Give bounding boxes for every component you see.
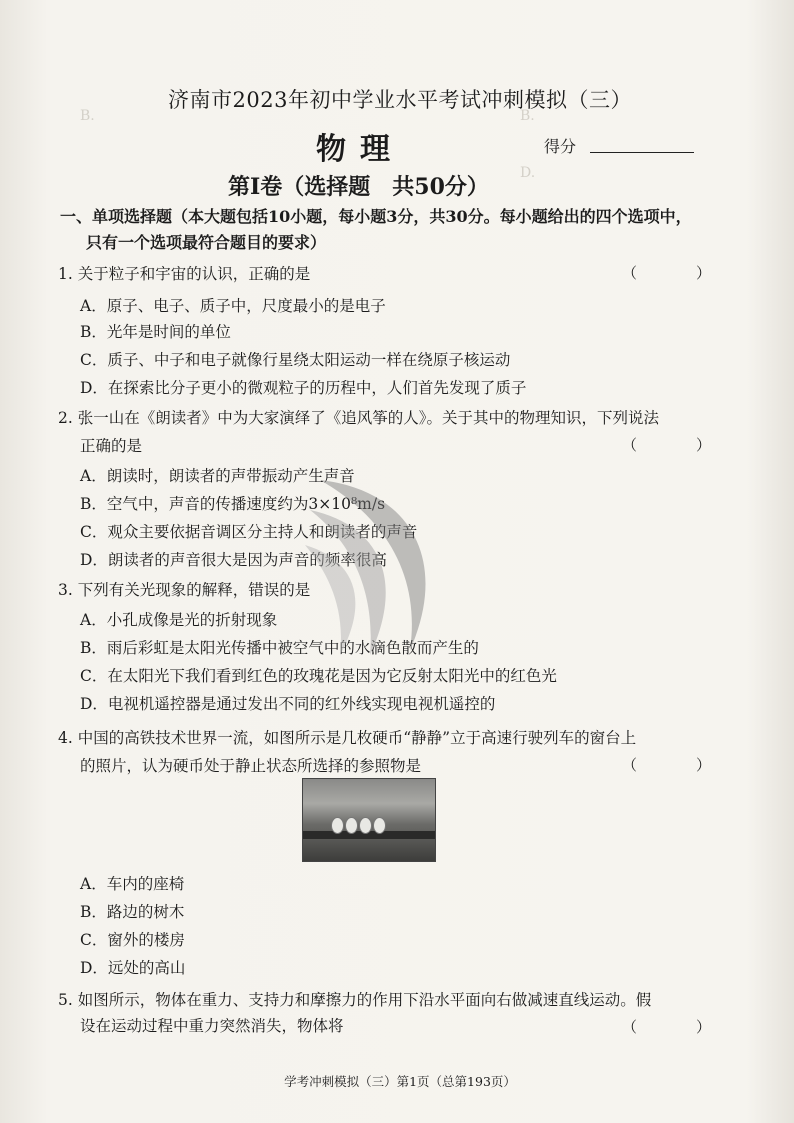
- option-b: B．空气中，声音的传播速度约为3×10⁸m/s: [80, 495, 386, 513]
- option-d: D．在探索比分子更小的微观粒子的历程中，人们首先发现了质子: [80, 379, 527, 397]
- section-heading: 一、单项选择题（本大题包括10小题，每小题3分，共30分。每小题给出的四个选项中，: [60, 207, 692, 226]
- answer-paren: （ ）: [622, 436, 734, 454]
- question-stem-cont: 设在运动过程中重力突然消失，物体将: [80, 1017, 344, 1035]
- option-c: C．在太阳光下我们看到红色的玫瑰花是因为它反射太阳光中的红色光: [80, 667, 557, 685]
- question-stem: 3. 下列有关光现象的解释，错误的是: [58, 581, 311, 599]
- section-heading-cont: 只有一个选项最符合题目的要求）: [86, 233, 327, 252]
- page-footer: 学考冲刺模拟（三）第1页（总第193页）: [284, 1074, 516, 1089]
- option-d: D．朗读者的声音很大是因为声音的频率很高: [80, 551, 387, 569]
- question-stem-cont: 正确的是: [80, 437, 143, 455]
- option-d: D．电视机遥控器是通过发出不同的红外线实现电视机遥控的: [80, 695, 496, 713]
- question-stem: 5. 如图所示，物体在重力、支持力和摩擦力的作用下沿水平面向右做减速直线运动。假: [58, 991, 652, 1009]
- subject-title: 物理: [316, 132, 404, 167]
- option-d: D．远处的高山: [80, 959, 186, 977]
- score-blank: [590, 152, 694, 153]
- option-a: A．小孔成像是光的折射现象: [80, 611, 278, 629]
- option-a: A．车内的座椅: [80, 875, 185, 893]
- question-stem-cont: 的照片，认为硬币处于静止状态所选择的参照物是: [80, 757, 422, 775]
- option-b: B．光年是时间的单位: [80, 323, 231, 341]
- score-label: 得分: [544, 137, 577, 156]
- option-a: A．朗读时，朗读者的声带振动产生声音: [80, 467, 355, 485]
- answer-paren: （ ）: [622, 1018, 734, 1036]
- question-stem: 4. 中国的高铁技术世界一流，如图所示是几枚硬币“静静”立于高速行驶列车的窗台上: [58, 729, 637, 747]
- part-title: 第Ⅰ卷（选择题 共50分）: [228, 174, 489, 200]
- question-stem: 1. 关于粒子和宇宙的认识，正确的是: [58, 265, 311, 283]
- option-c: C．窗外的楼房: [80, 931, 185, 949]
- bleed-through-text: B.: [80, 108, 95, 124]
- train-window-coins-photo: [302, 778, 436, 862]
- answer-paren: （ ）: [622, 756, 734, 774]
- bleed-through-text: B.: [520, 108, 535, 124]
- watermark-logo-icon: [300, 470, 450, 660]
- option-b: B．雨后彩虹是太阳光传播中被空气中的水滴色散而产生的: [80, 639, 479, 657]
- answer-paren: （ ）: [622, 264, 734, 282]
- bleed-through-text: D.: [520, 165, 536, 181]
- option-c: C．质子、中子和电子就像行星绕太阳运动一样在绕原子核运动: [80, 351, 511, 369]
- option-a: A．原子、电子、质子中，尺度最小的是电子: [80, 297, 386, 315]
- question-stem: 2. 张一山在《朗读者》中为大家演绎了《追风筝的人》。关于其中的物理知识，下列说法: [58, 409, 659, 427]
- exam-title: 济南市2023年初中学业水平考试冲刺模拟（三）: [168, 88, 632, 112]
- option-c: C．观众主要依据音调区分主持人和朗读者的声音: [80, 523, 418, 541]
- option-b: B．路边的树木: [80, 903, 185, 921]
